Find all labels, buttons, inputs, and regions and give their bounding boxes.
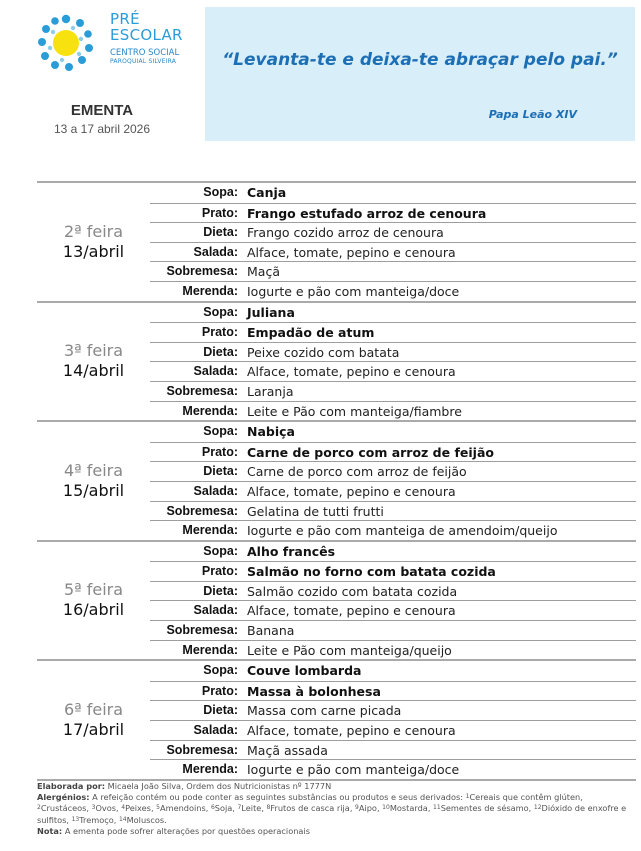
allergen-item	[72, 815, 114, 825]
menu-row-label: Sobremesa:	[166, 383, 238, 398]
menu-row	[150, 361, 636, 381]
logo	[35, 12, 97, 74]
menu-row-value: Massa com carne picada	[247, 703, 402, 719]
allergen-number: 6	[210, 804, 215, 812]
menu-row-label: Merenda:	[182, 642, 238, 657]
day-block	[37, 659, 636, 781]
menu-row-label: Sopa:	[203, 185, 238, 199]
menu-row-label: Merenda:	[182, 283, 238, 298]
menu-row	[150, 542, 636, 562]
allergen-item	[267, 803, 350, 813]
footer-elaborada-label: Elaborada por:	[37, 781, 106, 791]
allergen-list: $^1$Cereais que contêm glúten, $^2$Crustáceos, $^3$Ovos, $^4$Peixes, $^5$Amendoins, $^6$Soja, $^7$Leite, $^8$Frutos de casca rija, $^9$Aipo, $^{10}$Mostarda, $^{11}$Sementes de sésamo, $^{12}$Dióxido de enxofre e sulfitos, $^{13}$Tremoço, $^{14}$Moluscos.	[37, 792, 627, 825]
menu-row-value: Couve lombarda	[247, 663, 362, 679]
allergen-number: 7	[237, 804, 242, 812]
menu-row-value: Leite e Pão com manteiga/queijo	[247, 642, 452, 658]
sun-logo-icon	[35, 12, 97, 74]
menu-row-value: Peixe cozido com batata	[247, 344, 400, 360]
menu-row-value: Frango cozido arroz de cenoura	[247, 225, 444, 241]
day-label	[37, 183, 150, 301]
day-name: 6ª feira	[63, 700, 124, 720]
allergen-number: 11	[433, 804, 441, 812]
footer-alergenios-intro: A refeição contém ou pode conter as seguintes substâncias ou produtos e seus derivados:	[92, 792, 463, 803]
menu-row-label: Sobremesa:	[166, 742, 238, 757]
footer-elaborada	[37, 781, 627, 792]
day-name: 3ª feira	[63, 341, 124, 361]
menu-row-label: Prato:	[201, 444, 238, 459]
menu-row	[150, 481, 636, 501]
menu-row-label: Sopa:	[203, 543, 238, 558]
quote-text: “Levanta-te e deixa-te abraçar pelo pai.”	[222, 50, 618, 70]
day-block	[37, 301, 636, 421]
menu-row-value: Iogurte e pão com manteiga de amendoim/queijo	[247, 523, 558, 539]
allergen-number: 12	[533, 804, 542, 812]
day-block	[37, 540, 636, 660]
menu-row	[150, 501, 636, 521]
allergen-number: 14	[118, 815, 127, 823]
menu-row	[150, 561, 636, 581]
allergen-name: Sementes de sésamo	[440, 803, 529, 814]
menu-row-label: Sopa:	[203, 663, 238, 678]
day-label	[37, 661, 150, 779]
menu-row-label: Prato:	[201, 205, 238, 220]
menu-row-label: Dieta:	[203, 464, 238, 479]
day-name: 2ª feira	[63, 221, 124, 241]
allergen-name: Amendoins	[160, 803, 206, 814]
footer-nota	[37, 826, 627, 837]
menu-row	[150, 222, 636, 242]
menu-row-label: Dieta:	[203, 583, 238, 598]
menu-row	[150, 520, 636, 540]
footer-elaborada-text: Micaela João Silva, Ordem dos Nutricionistas nº 1777N	[107, 781, 332, 791]
menu-row	[150, 422, 636, 442]
menu-row	[150, 381, 636, 401]
day-block	[37, 420, 636, 540]
menu-row	[150, 600, 636, 620]
brand-name	[110, 11, 183, 66]
allergen-name: Tremoço	[79, 814, 114, 825]
footer-notes	[37, 781, 627, 837]
allergen-name: Crustáceos	[40, 803, 87, 814]
menu-row	[150, 759, 636, 779]
footer-nota-label: Nota:	[37, 825, 63, 836]
menu-row-label: Sobremesa:	[166, 623, 238, 638]
menu-row-label: Sopa:	[203, 304, 238, 319]
menu-row-value: Alface, tomate, pepino e cenoura	[247, 723, 456, 739]
allergen-number: 5	[156, 804, 160, 812]
menu-row-value: Maçã	[247, 264, 280, 280]
menu-row	[150, 183, 636, 203]
menu-row-label: Salada:	[193, 723, 238, 738]
menu-row-label: Salada:	[193, 244, 238, 259]
menu-row-label: Dieta:	[203, 703, 238, 718]
menu-row-value: Iogurte e pão com manteiga/doce	[247, 283, 460, 299]
menu-row-value: Alface, tomate, pepino e cenoura	[247, 483, 456, 499]
allergen-item	[92, 803, 116, 813]
allergen-number: 8	[266, 804, 271, 812]
menu-row	[150, 401, 636, 421]
menu-row-value: Alface, tomate, pepino e cenoura	[247, 603, 456, 619]
menu-row-value: Banana	[247, 623, 295, 639]
day-block	[37, 181, 636, 301]
day-name: 4ª feira	[63, 460, 124, 480]
brand-line-2: ESCOLAR	[110, 26, 183, 44]
menu-row-label: Prato:	[201, 564, 238, 579]
menu-row	[150, 261, 636, 281]
allergen-name: Mostarda	[389, 803, 428, 814]
menu-row-value: Maçã assada	[247, 742, 328, 758]
menu-row	[150, 720, 636, 740]
menu-row-label: Merenda:	[182, 403, 238, 418]
allergen-item	[119, 815, 164, 825]
menu-row	[150, 740, 636, 760]
menu-row-label: Merenda:	[182, 523, 238, 538]
allergen-item	[382, 803, 428, 813]
allergen-item	[466, 792, 581, 802]
allergen-name: Peixes	[125, 803, 151, 814]
allergen-name: Leite	[241, 803, 262, 814]
menu-row-label: Dieta:	[203, 344, 238, 359]
menu-row	[150, 661, 636, 681]
menu-row-value: Alho francês	[247, 543, 336, 559]
allergen-name: Moluscos	[126, 814, 165, 825]
menu-row	[150, 342, 636, 362]
allergen-item	[37, 803, 86, 813]
allergen-number: 9	[355, 804, 359, 812]
menu-row	[150, 203, 636, 223]
allergen-item	[211, 803, 232, 813]
menu-row-label: Dieta:	[203, 225, 238, 240]
allergen-number: 3	[91, 804, 96, 812]
menu-row-label: Salada:	[193, 603, 238, 618]
menu-row-value: Salmão no forno com batata cozida	[247, 564, 496, 580]
menu-row	[150, 442, 636, 462]
quote-box	[205, 7, 635, 141]
allergen-number: 1	[465, 793, 470, 801]
allergen-name: Dióxido de enxofre e sulfitos	[37, 803, 627, 825]
footer-alergenios	[37, 792, 627, 826]
menu-row-label: Prato:	[201, 325, 238, 340]
menu-row-value: Salmão cozido com batata cozida	[247, 583, 458, 599]
menu-row-label: Sobremesa:	[166, 264, 238, 279]
day-date: 14/abril	[62, 361, 125, 381]
menu-row-value: Nabiça	[247, 424, 295, 440]
quote-author: Papa Leão XIV	[488, 108, 577, 121]
day-date: 16/abril	[62, 600, 125, 620]
footer-nota-text: A ementa pode sofrer alterações por questões operacionais	[64, 825, 310, 836]
menu-row-label: Prato:	[201, 683, 238, 698]
menu-row	[150, 620, 636, 640]
allergen-name: Frutos de casca rija	[270, 803, 350, 814]
day-label	[37, 422, 150, 540]
footer-alergenios-label: Alergénios:	[37, 792, 90, 803]
menu-row-value: Gelatina de tutti frutti	[247, 503, 384, 519]
menu-row	[150, 700, 636, 720]
menu-row-label: Sobremesa:	[166, 503, 238, 518]
menu-row-label: Salada:	[193, 364, 238, 379]
menu-row	[150, 281, 636, 301]
menu-row	[150, 581, 636, 601]
day-label	[37, 303, 150, 421]
day-date: 17/abril	[62, 720, 125, 740]
allergen-item	[238, 803, 262, 813]
week-dates: 13 a 17 abril 2026	[53, 122, 151, 136]
menu-row	[150, 681, 636, 701]
menu-row-value: Iogurte e pão com manteiga/doce	[247, 762, 460, 778]
brand-line-4: PAROQUIAL SILVEIRA	[110, 58, 177, 65]
menu-row-value: Carne de porco com arroz de feijão	[247, 464, 467, 480]
menu-row-value: Frango estufado arroz de cenoura	[247, 205, 487, 221]
brand-line-3: CENTRO SOCIAL	[110, 48, 180, 58]
menu-row-value: Leite e Pão com manteiga/fiambre	[247, 403, 462, 419]
menu-row-value: Carne de porco com arroz de feijão	[247, 444, 494, 460]
menu-row-value: Canja	[247, 185, 287, 200]
menu-row-value: Alface, tomate, pepino e cenoura	[247, 244, 456, 260]
menu-row-label: Salada:	[193, 483, 238, 498]
day-label	[37, 542, 150, 660]
menu-row	[150, 322, 636, 342]
allergen-name: Soja	[214, 803, 233, 814]
menu-row-value: Massa à bolonhesa	[247, 683, 381, 699]
allergen-item	[121, 803, 151, 813]
menu-row-label: Sopa:	[203, 424, 238, 439]
day-date: 13/abril	[62, 241, 125, 261]
menu-row	[150, 461, 636, 481]
menu-row-value: Laranja	[247, 383, 294, 399]
allergen-item	[433, 803, 529, 813]
allergen-number: 4	[121, 804, 126, 812]
menu-row	[150, 242, 636, 262]
menu-row	[150, 303, 636, 323]
allergen-name: Ovos	[95, 803, 117, 814]
menu-row-label: Merenda:	[182, 762, 238, 777]
day-date: 15/abril	[62, 480, 125, 500]
menu-row-value: Empadão de atum	[247, 325, 375, 341]
menu-row-value: Alface, tomate, pepino e cenoura	[247, 364, 456, 380]
allergen-number: 10	[382, 804, 390, 812]
weekly-menu-table	[37, 181, 636, 781]
day-name: 5ª feira	[63, 580, 124, 600]
allergen-item	[156, 803, 206, 813]
allergen-name: Aipo	[358, 803, 377, 814]
page-title: EMENTA	[70, 102, 134, 119]
menu-row-value: Juliana	[247, 304, 295, 320]
allergen-number: 13	[71, 815, 80, 823]
menu-row	[150, 640, 636, 660]
allergen-item	[355, 803, 377, 813]
brand-line-1: PRÉ	[110, 10, 140, 28]
allergen-number: 2	[37, 804, 41, 812]
allergen-name: Cereais que contêm glúten	[469, 792, 581, 803]
